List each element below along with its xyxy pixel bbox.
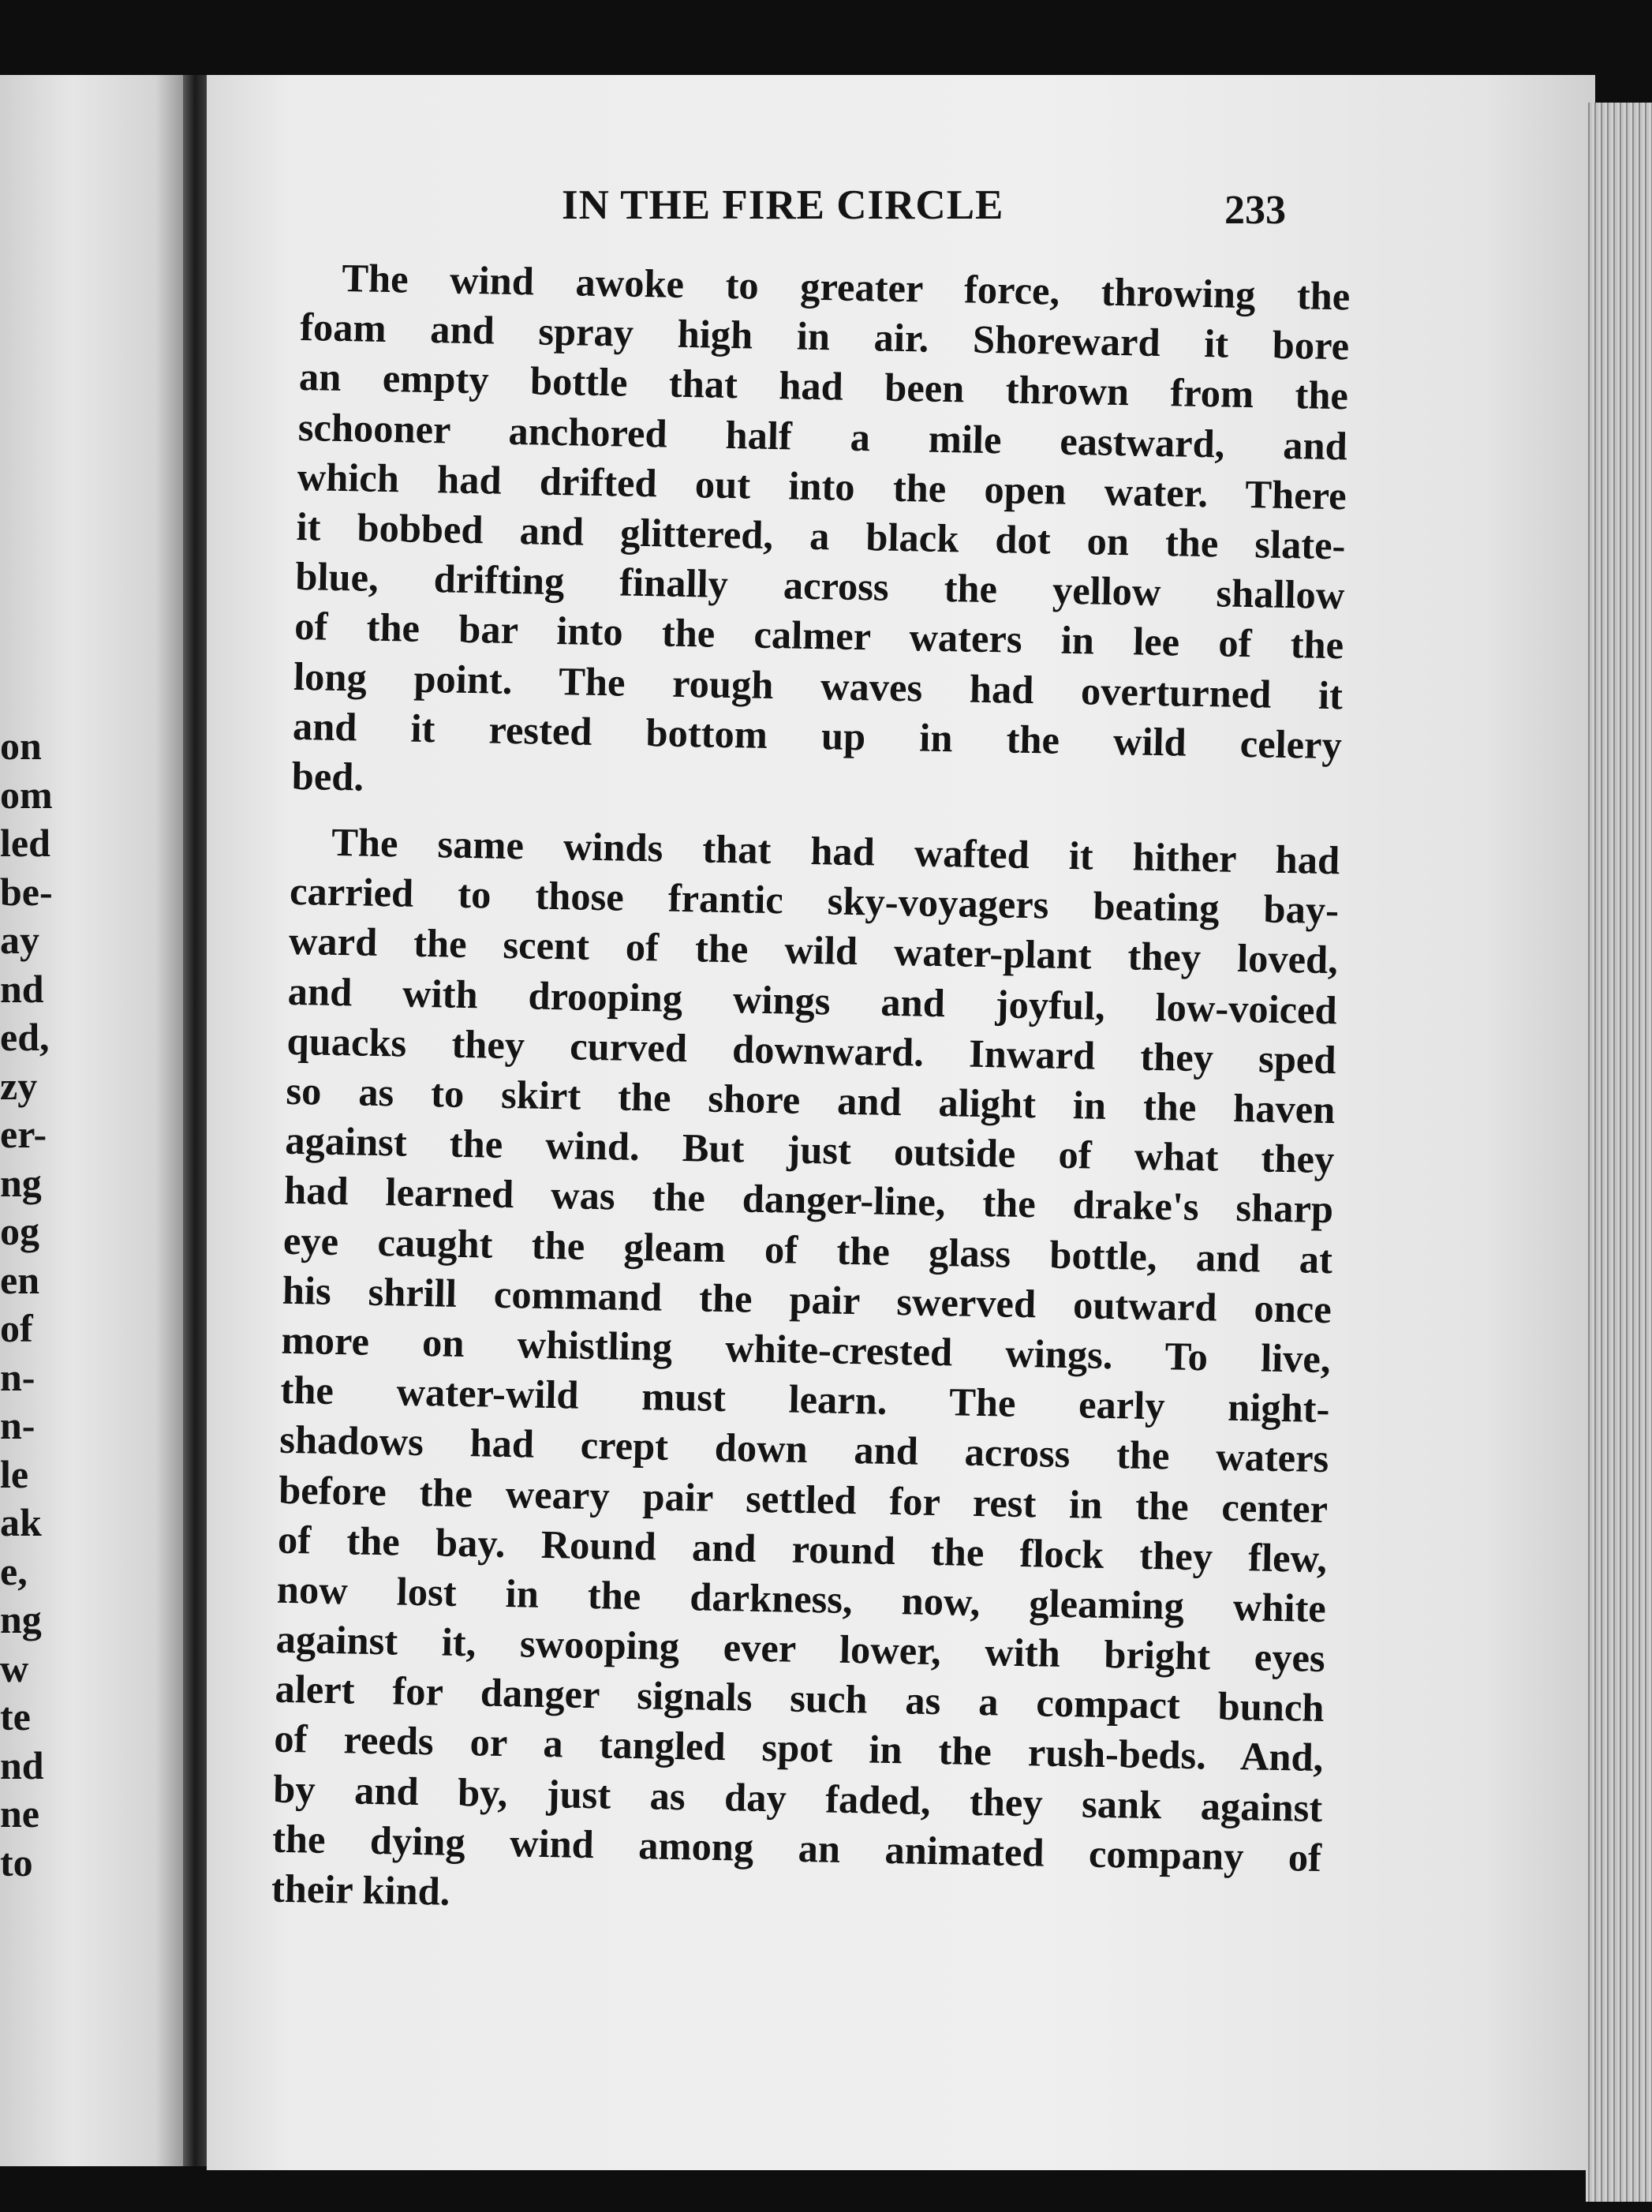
left-page-fragment: om [0, 772, 53, 817]
book-page-edges [1586, 103, 1652, 2202]
text-line: and with drooping wings and joyful, low-voiced [287, 968, 1338, 1032]
text-line: of the bay. Round and round the flock they flew, [277, 1517, 1328, 1581]
text-line: The wind awoke to greater force, throwing the [341, 255, 1351, 319]
left-page-fragment: nd [0, 1742, 44, 1787]
text-line: more on whistling white-crested wings. To live, [281, 1317, 1332, 1382]
text-line: of reeds or a tangled spot in the rush-beds. And, [273, 1716, 1324, 1780]
text-line: schooner anchored half a mile eastward, and [297, 404, 1348, 468]
left-page-fragment: w [0, 1645, 29, 1690]
left-page-fragment: n- [0, 1403, 36, 1447]
paragraph-2 [271, 817, 1340, 1933]
text-line: the dying wind among an animated company of [271, 1816, 1322, 1880]
text-line: the water-wild must learn. The early night- [280, 1367, 1330, 1432]
left-page-fragment: led [0, 821, 50, 865]
left-page-fragment: ed, [0, 1015, 50, 1059]
running-title: IN THE FIRE CIRCLE [562, 182, 1004, 228]
page-number: 233 [1224, 188, 1286, 233]
text-line: quacks they curved downward. Inward they sped [286, 1018, 1336, 1083]
text-line: so as to skirt the shore and alight in the haven [286, 1068, 1336, 1132]
left-page-fragment: ak [0, 1500, 42, 1544]
text-line: carried to those frantic sky-voyagers beating bay- [289, 869, 1340, 933]
left-page-fragment: en [0, 1257, 39, 1302]
text-line: shadows had crept down and across the waters [278, 1417, 1329, 1481]
text-line: alert for danger signals such as a compact bunch [275, 1666, 1325, 1731]
left-page-fragment: to [0, 1840, 33, 1885]
text-line: bed. [291, 753, 364, 799]
left-page-fragment: ng [0, 1597, 42, 1641]
text-line: by and by, just as day faded, they sank against [272, 1766, 1323, 1830]
left-page-fragment: zy [0, 1063, 38, 1108]
right-page [207, 75, 1595, 2170]
text-line: foam and spray high in air. Shoreward it bore [299, 305, 1350, 369]
left-page-fragment: le [0, 1451, 29, 1496]
left-facing-page [0, 75, 183, 2166]
left-page-fragment: of [0, 1306, 33, 1350]
page-body-text [271, 253, 1350, 1933]
paragraph-1 [291, 253, 1351, 820]
book-gutter [183, 75, 207, 2166]
text-line: his shrill command the pair swerved outward once [282, 1267, 1332, 1331]
left-page-fragment: og [0, 1209, 39, 1253]
left-page-fragment: er- [0, 1112, 47, 1156]
text-line: which had drifted out into the open water. There [297, 454, 1347, 518]
left-page-fragment: nd [0, 966, 44, 1011]
text-line: an empty bottle that had been thrown from the [298, 354, 1349, 418]
text-line: blue, drifting finally across the yellow shallow [294, 554, 1345, 618]
text-line: their kind. [271, 1866, 450, 1914]
text-line: and it rested bottom up in the wild celery [292, 703, 1343, 767]
text-line: had learned was the danger-line, the drake's sharp [283, 1168, 1334, 1232]
left-page-fragment: ng [0, 1160, 42, 1205]
left-page-fragment: ne [0, 1791, 39, 1836]
text-line: it bobbed and glittered, a black dot on the slate- [296, 503, 1346, 568]
text-line: long point. The rough waves had overturned it [293, 653, 1344, 717]
left-page-fragment: on [0, 724, 42, 768]
text-line: of the bar into the calmer waters in lee of the [293, 604, 1344, 668]
left-page-fragment: ay [0, 918, 39, 962]
text-line: ward the scent of the wild water-plant they loved, [288, 919, 1339, 982]
text-line: eye caught the gleam of the glass bottle, and at [282, 1218, 1333, 1282]
text-line: now lost in the darkness, now, gleaming white [276, 1566, 1327, 1630]
text-line: before the weary pair settled for rest in the center [278, 1467, 1329, 1531]
left-page-fragment: e, [0, 1548, 28, 1593]
left-page-fragment: n- [0, 1354, 36, 1399]
text-line: against the wind. But just outside of what they [284, 1118, 1335, 1182]
left-page-fragment: be- [0, 869, 53, 914]
text-line: The same winds that had wafted it hither had [331, 819, 1340, 883]
left-page-line-fragments [0, 722, 53, 1887]
text-line: against it, swooping ever lower, with bright eyes [275, 1616, 1326, 1681]
left-page-fragment: te [0, 1694, 31, 1739]
